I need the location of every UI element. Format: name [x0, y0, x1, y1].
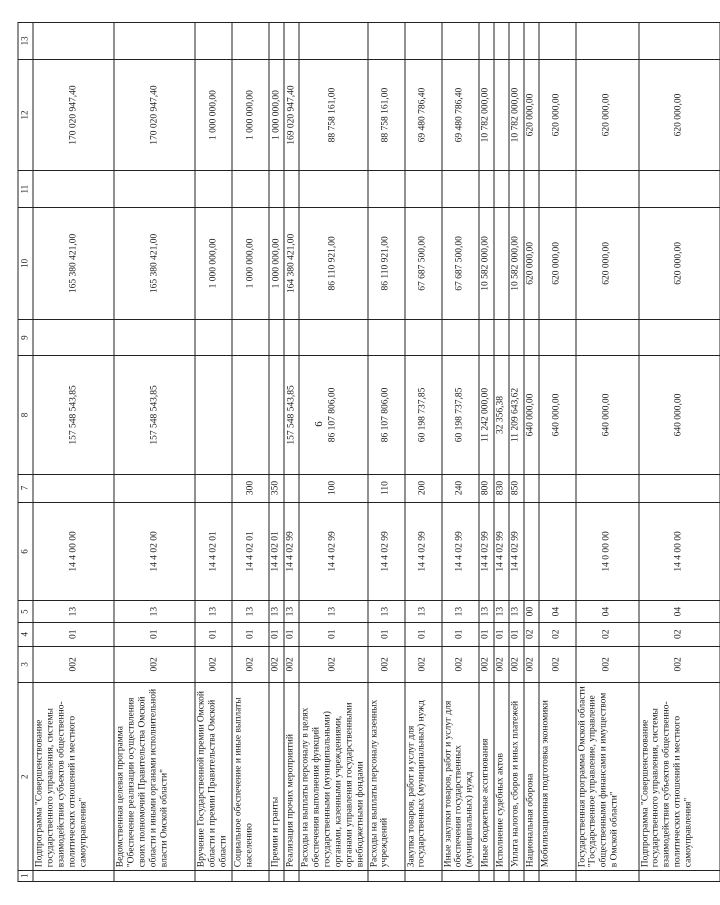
row-cell-c10: 10 582 000,00	[479, 207, 494, 319]
row-cell-c8: 60 198 737,85	[405, 356, 442, 474]
row-cell-c13	[269, 23, 284, 60]
row-cell-c5: 13	[299, 601, 368, 623]
row-cell-c11	[33, 171, 114, 208]
row-cell-c12: 169 020 947,40	[284, 59, 299, 171]
row-cell-c10: 165 380 421,00	[114, 207, 195, 319]
column-number-3: 3	[18, 646, 33, 683]
row-cell-c3: 002	[442, 646, 479, 683]
table-row	[479, 23, 494, 882]
row-cell-c6: 14 4 00 00	[33, 502, 114, 601]
row-cell-c8	[269, 356, 284, 474]
row-cell-c3: 002	[524, 646, 539, 683]
table-row	[232, 23, 269, 882]
row-cell-c5: 13	[114, 601, 195, 623]
row-cell-c7: 300	[232, 474, 269, 502]
table-row	[405, 23, 442, 882]
column-number-8: 8	[18, 356, 33, 474]
row-cell-c10: 1 000 000,00	[195, 207, 232, 319]
row-cell-c7: 100	[299, 474, 368, 502]
row-name-cell: Мобилизационная подготовка экономики	[539, 683, 576, 871]
row-blank-cell	[195, 871, 232, 882]
row-name-cell: Уплата налогов, сборов и иных платежей	[509, 683, 524, 871]
row-cell-c11	[114, 171, 195, 208]
row-name-cell: Расходы на выплаты персоналу казенных учреждений	[368, 683, 405, 871]
row-cell-c10: 620 000,00	[576, 207, 639, 319]
row-cell-c5: 13	[195, 601, 232, 623]
row-cell-c13	[524, 23, 539, 60]
row-cell-c6: 14 4 02 99	[479, 502, 494, 601]
row-blank-cell	[299, 871, 368, 882]
row-name-cell: Подпрограмма "Совершенствование государственного управления, системы взаимодействия субъектов общественно-политических отношений и местного самоуправления"	[639, 683, 720, 871]
row-cell-c11	[269, 171, 284, 208]
row-cell-c6: 14 4 02 01	[195, 502, 232, 601]
row-cell-c3: 002	[269, 646, 284, 683]
row-cell-c4: 01	[284, 622, 299, 646]
row-cell-c12: 69 480 786,40	[442, 59, 479, 171]
row-cell-c12: 10 782 000,00	[509, 59, 524, 171]
row-cell-c9	[479, 319, 494, 356]
table-row	[284, 23, 299, 882]
row-cell-c13	[576, 23, 639, 60]
table-row	[114, 23, 195, 882]
row-cell-c6	[539, 502, 576, 601]
row-cell-c6: 14 4 02 99	[299, 502, 368, 601]
row-cell-c8: 640 000,00	[639, 356, 720, 474]
row-cell-c9	[494, 319, 509, 356]
row-cell-c3: 002	[639, 646, 720, 683]
row-cell-c11	[299, 171, 368, 208]
row-cell-c4: 01	[232, 622, 269, 646]
row-cell-c8: 157 548 543,85	[33, 356, 114, 474]
table-row	[494, 23, 509, 882]
table-row	[269, 23, 284, 882]
table-row	[299, 23, 368, 882]
row-cell-c13	[539, 23, 576, 60]
row-name-cell: Реализация прочих мероприятий	[284, 683, 299, 871]
row-blank-cell	[368, 871, 405, 882]
row-cell-c6: 14 4 02 99	[368, 502, 405, 601]
column-number-4: 4	[18, 622, 33, 646]
row-cell-c12: 1 000 000,00	[195, 59, 232, 171]
row-cell-c8: 32 356,38	[494, 356, 509, 474]
row-cell-c11	[232, 171, 269, 208]
column-number-2: 2	[18, 683, 33, 871]
row-cell-c11	[405, 171, 442, 208]
table-body	[33, 23, 720, 882]
row-cell-c9	[368, 319, 405, 356]
row-blank-cell	[33, 871, 114, 882]
row-cell-c10: 86 110 921,00	[368, 207, 405, 319]
row-blank-cell	[114, 871, 195, 882]
row-cell-c4: 01	[114, 622, 195, 646]
row-cell-c5: 04	[576, 601, 639, 623]
row-cell-c10: 67 687 500,00	[405, 207, 442, 319]
row-cell-c13	[442, 23, 479, 60]
row-cell-c9	[576, 319, 639, 356]
row-cell-c4: 01	[195, 622, 232, 646]
row-cell-c9	[405, 319, 442, 356]
row-cell-c13	[299, 23, 368, 60]
row-cell-c10: 620 000,00	[539, 207, 576, 319]
column-number-7: 7	[18, 474, 33, 502]
row-cell-c7	[524, 474, 539, 502]
row-cell-c8	[195, 356, 232, 474]
row-cell-c12: 10 782 000,00	[479, 59, 494, 171]
row-cell-c9	[114, 319, 195, 356]
row-cell-c12	[494, 59, 509, 171]
row-cell-c6: 14 4 02 99	[442, 502, 479, 601]
row-cell-c12: 69 480 786,40	[405, 59, 442, 171]
row-cell-c7	[284, 474, 299, 502]
row-cell-c13	[509, 23, 524, 60]
row-cell-c8: 11 209 643,62	[509, 356, 524, 474]
row-cell-c4: 01	[509, 622, 524, 646]
row-cell-c9	[232, 319, 269, 356]
row-cell-c3: 002	[368, 646, 405, 683]
row-cell-c11	[284, 171, 299, 208]
row-cell-c3: 002	[479, 646, 494, 683]
row-cell-c9	[195, 319, 232, 356]
row-cell-c3: 002	[284, 646, 299, 683]
row-cell-c6: 14 4 02 01	[232, 502, 269, 601]
table-row	[195, 23, 232, 882]
row-cell-c10	[494, 207, 509, 319]
row-cell-c9	[299, 319, 368, 356]
column-number-1: 1	[18, 871, 33, 882]
row-cell-c13	[114, 23, 195, 60]
row-cell-c4: 01	[299, 622, 368, 646]
row-cell-c9	[539, 319, 576, 356]
row-cell-c13	[284, 23, 299, 60]
row-cell-c9	[509, 319, 524, 356]
row-cell-c10: 164 380 421,00	[284, 207, 299, 319]
row-cell-c11	[539, 171, 576, 208]
column-number-row	[18, 23, 33, 882]
row-cell-c5: 13	[232, 601, 269, 623]
row-cell-c8: 157 548 543,85	[284, 356, 299, 474]
row-cell-c8: 60 198 737,85	[442, 356, 479, 474]
row-cell-c7: 850	[509, 474, 524, 502]
row-name-cell: Вручение Государственной премии Омской области и премии Правительства Омской области	[195, 683, 232, 871]
table-row	[539, 23, 576, 882]
row-cell-c12: 88 758 161,00	[299, 59, 368, 171]
row-cell-c5: 13	[33, 601, 114, 623]
row-cell-c13	[479, 23, 494, 60]
row-cell-c4: 01	[405, 622, 442, 646]
row-cell-c5: 04	[639, 601, 720, 623]
row-cell-c5: 13	[479, 601, 494, 623]
row-cell-c4: 01	[494, 622, 509, 646]
page-number: 6	[312, 421, 325, 427]
row-cell-c11	[576, 171, 639, 208]
row-cell-c9	[33, 319, 114, 356]
row-cell-c8: 11 242 000,00	[479, 356, 494, 474]
row-name-cell: Закупка товаров, работ и услуг для государственных (муниципальных) нужд	[405, 683, 442, 871]
row-cell-c6: 14 0 00 00	[576, 502, 639, 601]
row-name-cell: Иные бюджетные ассигнования	[479, 683, 494, 871]
row-cell-c3: 002	[509, 646, 524, 683]
row-cell-c13	[195, 23, 232, 60]
row-cell-c4: 01	[442, 622, 479, 646]
row-cell-c13	[33, 23, 114, 60]
row-blank-cell	[509, 871, 524, 882]
row-cell-c8: 157 548 543,85	[114, 356, 195, 474]
row-cell-c12: 1 000 000,00	[269, 59, 284, 171]
row-blank-cell	[639, 871, 720, 882]
row-cell-c12: 620 000,00	[576, 59, 639, 171]
column-number-13: 13	[18, 23, 33, 60]
row-cell-c6: 14 4 02 99	[405, 502, 442, 601]
row-cell-c13	[639, 23, 720, 60]
row-name-cell: Социальное обеспечение и иные выплаты населению	[232, 683, 269, 871]
row-cell-c5: 13	[368, 601, 405, 623]
budget-table	[18, 22, 720, 882]
row-name-cell: Национальная оборона	[524, 683, 539, 871]
row-cell-c7	[639, 474, 720, 502]
row-cell-c4: 01	[479, 622, 494, 646]
row-cell-c5: 00	[524, 601, 539, 623]
row-cell-c11	[442, 171, 479, 208]
row-cell-c3: 002	[299, 646, 368, 683]
row-cell-c10: 620 000,00	[639, 207, 720, 319]
column-number-6: 6	[18, 502, 33, 601]
row-cell-c3: 002	[33, 646, 114, 683]
row-name-cell: Ведомственная целевая программа "Обеспечение реализации осуществления своих полномочий Правительства Омской области и иными органами исполнительной власти Омской области"	[114, 683, 195, 871]
row-cell-c5: 13	[284, 601, 299, 623]
row-cell-c6: 14 4 02 99	[509, 502, 524, 601]
row-cell-c3: 002	[494, 646, 509, 683]
row-name-cell: Исполнение судебных актов	[494, 683, 509, 871]
row-name-cell: Подпрограмма "Совершенствование государственного управления, системы взаимодействия субъектов общественно-политических отношений и местного самоуправления"	[33, 683, 114, 871]
row-cell-c9	[269, 319, 284, 356]
row-cell-c7: 830	[494, 474, 509, 502]
column-number-9: 9	[18, 319, 33, 356]
row-cell-c8: 86 107 806,00	[368, 356, 405, 474]
table-row	[33, 23, 114, 882]
row-cell-c11	[509, 171, 524, 208]
row-cell-c4: 02	[539, 622, 576, 646]
row-cell-c12: 620 000,00	[539, 59, 576, 171]
row-cell-c10: 1 000 000,00	[269, 207, 284, 319]
row-cell-c3: 002	[576, 646, 639, 683]
row-cell-c4: 02	[524, 622, 539, 646]
table-row	[639, 23, 720, 882]
row-blank-cell	[494, 871, 509, 882]
row-cell-c7	[576, 474, 639, 502]
row-cell-c3: 002	[195, 646, 232, 683]
row-cell-c6	[524, 502, 539, 601]
row-cell-c13	[405, 23, 442, 60]
row-cell-c11	[524, 171, 539, 208]
row-blank-cell	[442, 871, 479, 882]
table-row	[442, 23, 479, 882]
row-blank-cell	[269, 871, 284, 882]
column-number-11: 11	[18, 171, 33, 208]
row-cell-c11	[639, 171, 720, 208]
row-cell-c5: 13	[509, 601, 524, 623]
row-cell-c7	[195, 474, 232, 502]
row-cell-c5: 13	[442, 601, 479, 623]
row-cell-c7: 240	[442, 474, 479, 502]
row-cell-c8: 86 107 806,00	[299, 356, 368, 474]
row-cell-c6: 14 4 00 00	[639, 502, 720, 601]
row-blank-cell	[576, 871, 639, 882]
row-cell-c10: 620 000,00	[524, 207, 539, 319]
row-cell-c7	[539, 474, 576, 502]
row-blank-cell	[539, 871, 576, 882]
row-cell-c4: 01	[368, 622, 405, 646]
row-cell-c8: 640 000,00	[576, 356, 639, 474]
row-cell-c12: 170 020 947,40	[114, 59, 195, 171]
row-cell-c6: 14 4 02 00	[114, 502, 195, 601]
row-cell-c4: 02	[639, 622, 720, 646]
row-cell-c6: 14 4 02 99	[494, 502, 509, 601]
row-cell-c3: 002	[405, 646, 442, 683]
row-cell-c4: 01	[269, 622, 284, 646]
row-cell-c12: 1 000 000,00	[232, 59, 269, 171]
row-cell-c12: 620 000,00	[639, 59, 720, 171]
row-cell-c7: 800	[479, 474, 494, 502]
row-name-cell: Государственная программа Омской области "Государственное управление, управление общественными финансами и имуществом в Омской области"	[576, 683, 639, 871]
row-cell-c11	[494, 171, 509, 208]
row-cell-c6: 14 4 02 01	[269, 502, 284, 601]
budget-table-sheet	[18, 22, 694, 882]
row-blank-cell	[524, 871, 539, 882]
row-cell-c13	[232, 23, 269, 60]
row-cell-c7: 350	[269, 474, 284, 502]
row-cell-c5: 13	[269, 601, 284, 623]
row-cell-c4: 02	[576, 622, 639, 646]
row-name-cell: Иные закупки товаров, работ и услуг для обеспечения государственных (муниципальных) нужд	[442, 683, 479, 871]
row-cell-c8: 640 000,00	[539, 356, 576, 474]
row-cell-c7: 200	[405, 474, 442, 502]
table-row	[509, 23, 524, 882]
row-cell-c11	[479, 171, 494, 208]
table-row	[524, 23, 539, 882]
row-blank-cell	[232, 871, 269, 882]
row-cell-c9	[524, 319, 539, 356]
row-cell-c11	[195, 171, 232, 208]
row-blank-cell	[405, 871, 442, 882]
row-cell-c5: 13	[405, 601, 442, 623]
row-cell-c10: 10 582 000,00	[509, 207, 524, 319]
row-cell-c11	[368, 171, 405, 208]
row-cell-c8	[232, 356, 269, 474]
table-row	[368, 23, 405, 882]
row-cell-c3: 002	[539, 646, 576, 683]
row-cell-c10: 86 110 921,00	[299, 207, 368, 319]
row-cell-c10: 1 000 000,00	[232, 207, 269, 319]
row-cell-c13	[494, 23, 509, 60]
row-cell-c10: 165 380 421,00	[33, 207, 114, 319]
row-name-cell: Премии и гранты	[269, 683, 284, 871]
row-cell-c12: 88 758 161,00	[368, 59, 405, 171]
row-cell-c8: 640 000,00	[524, 356, 539, 474]
row-cell-c3: 002	[232, 646, 269, 683]
row-cell-c10: 67 687 500,00	[442, 207, 479, 319]
row-cell-c7	[33, 474, 114, 502]
row-cell-c9	[639, 319, 720, 356]
row-cell-c12: 170 020 947,40	[33, 59, 114, 171]
row-cell-c13	[368, 23, 405, 60]
row-cell-c6: 14 4 02 99	[284, 502, 299, 601]
row-cell-c7: 110	[368, 474, 405, 502]
row-cell-c3: 002	[114, 646, 195, 683]
row-blank-cell	[284, 871, 299, 882]
row-cell-c7	[114, 474, 195, 502]
row-cell-c4: 01	[33, 622, 114, 646]
column-number-5: 5	[18, 601, 33, 623]
row-cell-c9	[284, 319, 299, 356]
row-cell-c5: 13	[494, 601, 509, 623]
column-number-10: 10	[18, 207, 33, 319]
table-row	[576, 23, 639, 882]
row-cell-c12: 620 000,00	[524, 59, 539, 171]
column-number-12: 12	[18, 59, 33, 171]
row-blank-cell	[479, 871, 494, 882]
row-cell-c5: 04	[539, 601, 576, 623]
row-cell-c9	[442, 319, 479, 356]
row-name-cell: Расходы на выплаты персоналу в целях обеспечения выполнения функций государственными (муниципальными) органами, казенными учреждениями, органами управления государственными внебюджетными фондами	[299, 683, 368, 871]
